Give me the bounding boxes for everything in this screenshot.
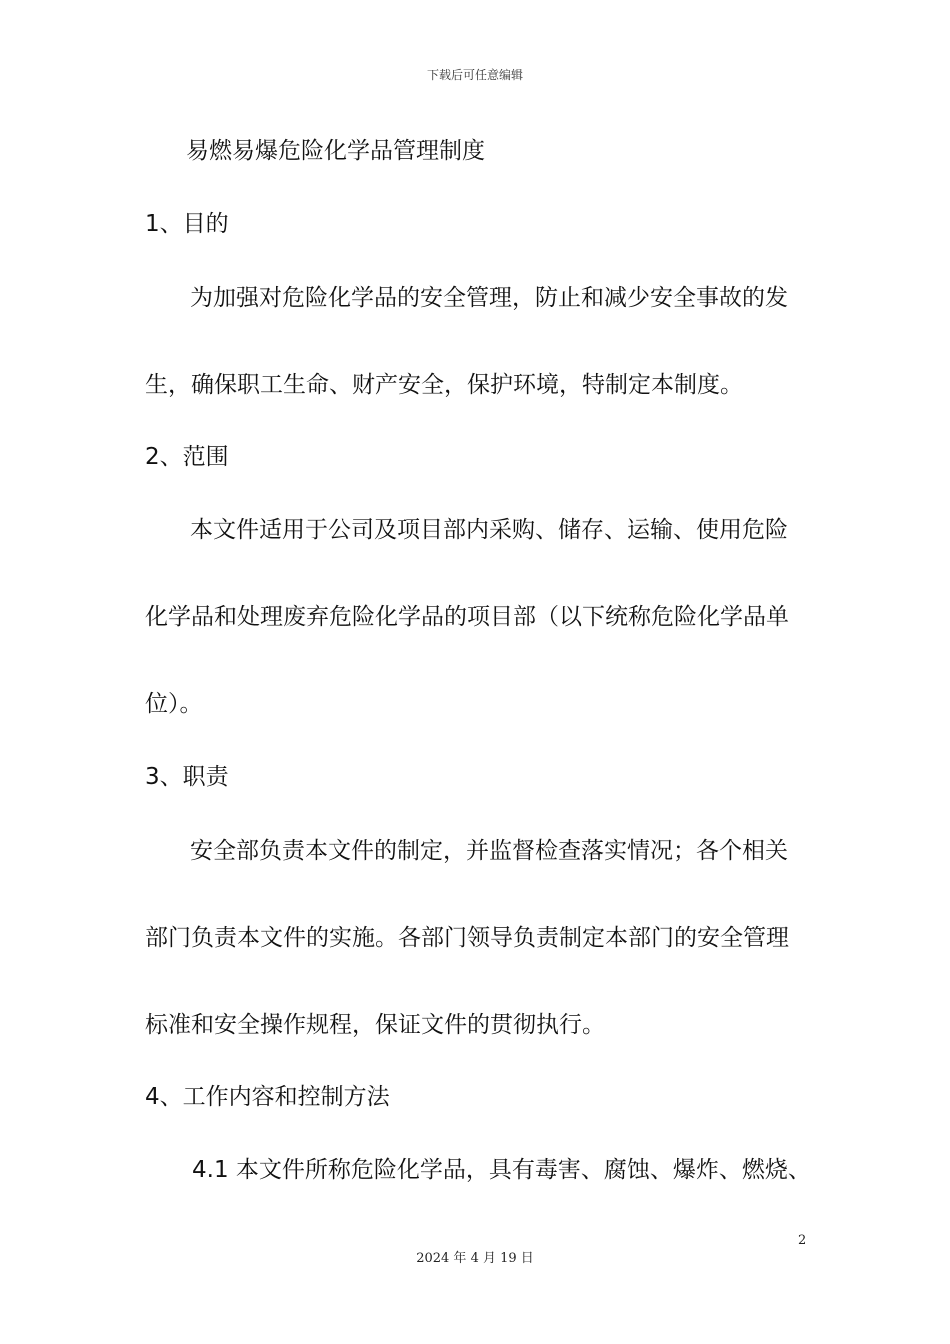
section-2-paragraph-line-2: 化学品和处理废弃危险化学品的项目部（以下统称危险化学品单 — [145, 604, 789, 630]
section-2-paragraph-line-3: 位）。 — [145, 691, 203, 717]
section-3-paragraph-line-1: 安全部负责本文件的制定，并监督检查落实情况；各个相关 — [190, 838, 788, 864]
footer-date: 2024 年 4 月 19 日 — [416, 1251, 534, 1266]
header-note: 下载后可任意编辑 — [426, 68, 523, 82]
section-4-paragraph-line-1: 4.1 本文件所称危险化学品，具有毒害、腐蚀、爆炸、燃烧、 — [192, 1157, 811, 1183]
section-3-paragraph-line-3: 标准和安全操作规程，保证文件的贯彻执行。 — [145, 1012, 605, 1038]
section-1-paragraph-line-2: 生，确保职工生命、财产安全，保护环境，特制定本制度。 — [145, 372, 743, 398]
section-2-paragraph-line-1: 本文件适用于公司及项目部内采购、储存、运输、使用危险 — [190, 517, 788, 543]
section-3-paragraph-line-2: 部门负责本文件的实施。各部门领导负责制定本部门的安全管理 — [145, 925, 789, 951]
section-4-heading: 4、工作内容和控制方法 — [145, 1084, 390, 1110]
document-title: 易燃易爆危险化学品管理制度 — [186, 138, 485, 164]
section-1-heading: 1、目的 — [145, 211, 229, 237]
page-number: 2 — [798, 1233, 807, 1248]
section-1-paragraph-line-1: 为加强对危险化学品的安全管理，防止和减少安全事故的发 — [190, 285, 788, 311]
section-2-heading: 2、范围 — [145, 444, 229, 470]
section-3-heading: 3、职责 — [145, 764, 229, 790]
